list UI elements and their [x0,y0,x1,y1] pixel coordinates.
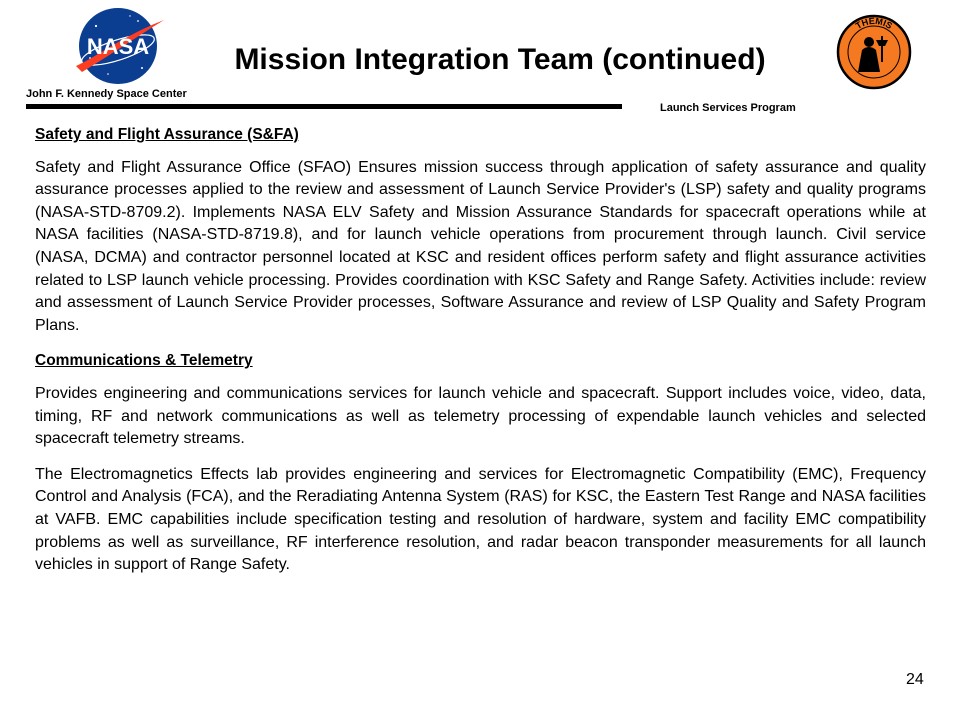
themis-logo [836,14,912,90]
program-label: Launch Services Program [660,102,796,114]
section-communications-telemetry [35,350,926,576]
content [35,124,926,590]
header-rule [26,104,622,109]
page-title: Mission Integration Team (continued) [234,43,766,76]
paragraph: The Electromagnetics Effects lab provides engineering and services for Electromagnetic Compatibility (EMC), Frequency Control and Analysis (FCA), and the Reradiating Antenna System (RAS) for KSC, the Eastern Test Range and NASA facilities at VAFB. EMC capabilities include specification testing and resolution of hardware, system and facility EMC compatibility problems as well as surveillance, RF interference resolution, and radar beacon transponder measurements for all launch vehicles in support of Range Safety. [35,465,926,574]
paragraph: Safety and Flight Assurance Office (SFAO) Ensures mission success through application of safety assurance and quality assurance processes applied to the review and assessment of Launch Service Provider's (LSP) safety and quality programs (NASA-STD-8709.2). Implements NASA ELV Safety and Mission Assurance Standards for spacecraft operations while at NASA facilities (NASA-STD-8719.8), and for launch vehicle operations from procurement through launch. Civil service (NASA, DCMA) and contractor personnel located at KSC and resident offices perform safety and flight assurance activities related to LSP launch vehicle processing. Provides coordination with KSC Safety and Range Safety. Activities include: review and assessment of Launch Service Provider processes, Software Assurance and review of LSP Quality and Safety Program Plans. [35,158,926,334]
paragraph: Provides engineering and communications services for launch vehicle and spacecraft. Support includes voice, video, data, timing, RF and network communications as well as telemetry processing of expendable launch vehicles and selected spacecraft telemetry streams. [35,384,926,448]
nasa-logo-text: NASA [86,34,150,59]
center-label: John F. Kennedy Space Center [26,88,187,100]
themis-logo-text: THEMIS [853,15,895,31]
page-number: 24 [906,671,924,688]
section-heading: Communications & Telemetry [35,352,253,370]
section-heading: Safety and Flight Assurance (S&FA) [35,126,299,143]
section-safety-flight-assurance [35,124,926,337]
